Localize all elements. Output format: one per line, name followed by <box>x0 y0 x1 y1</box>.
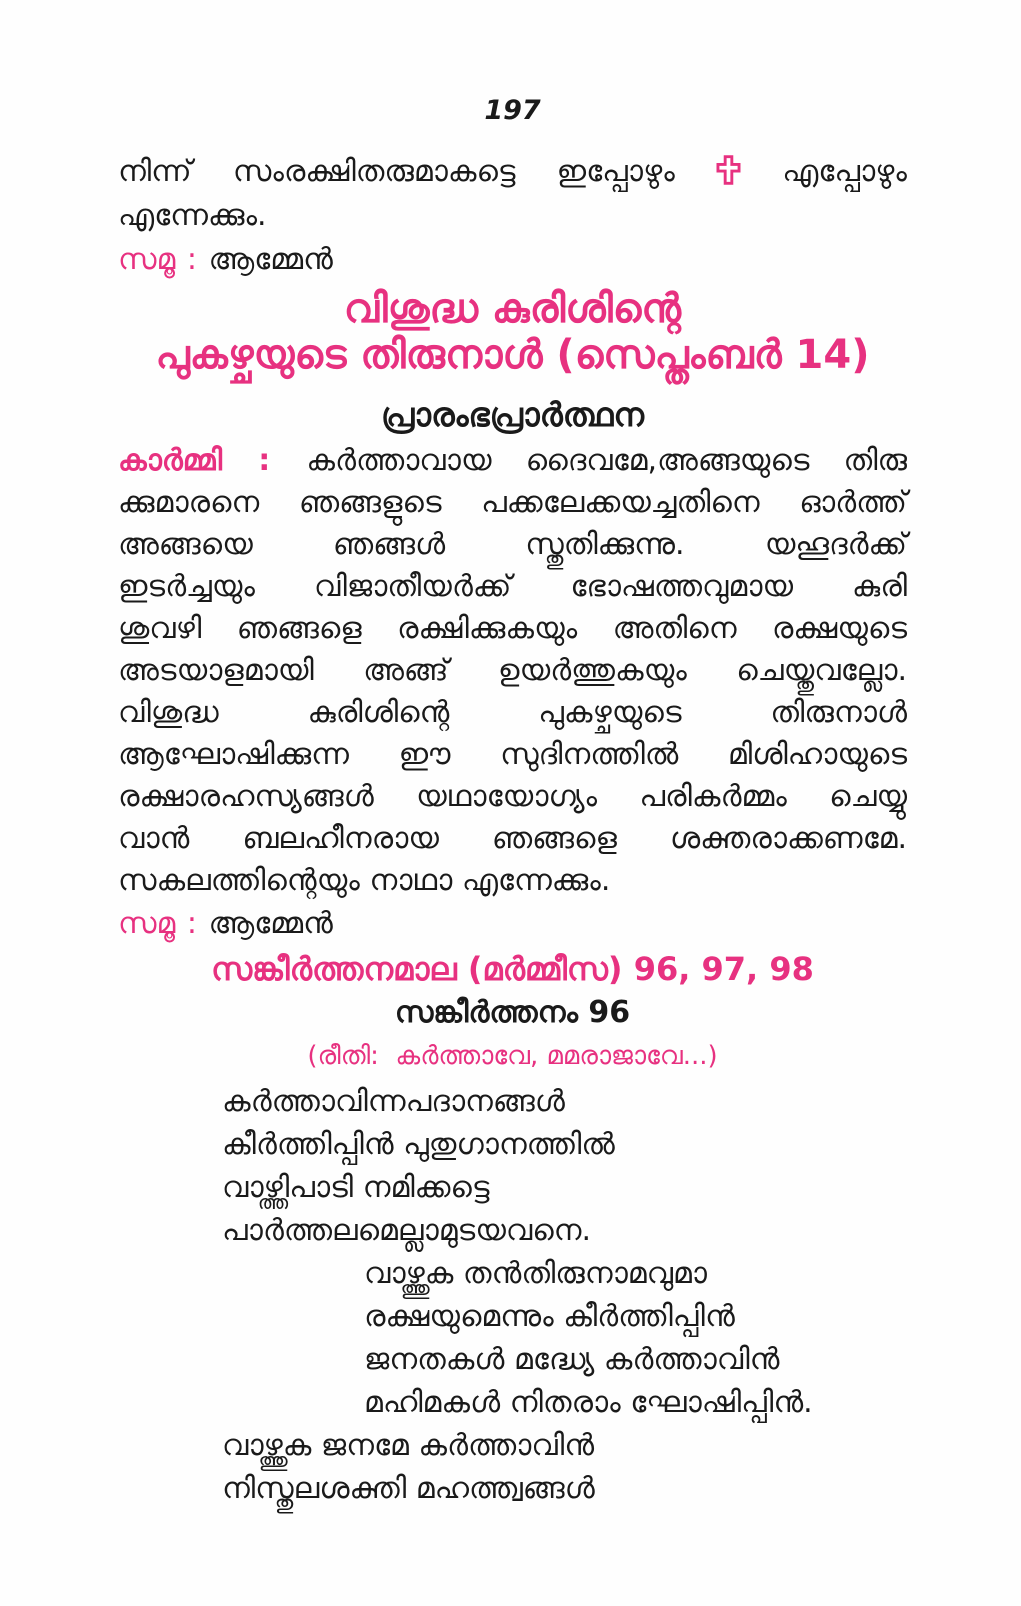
verse-line: പാർത്തലമെല്ലാമുടയവനെ. <box>222 1213 592 1248</box>
response-text: ആമ്മേൻ <box>208 906 333 941</box>
speaker-label: സമൂ <box>118 906 176 941</box>
page-number: 197 <box>484 95 541 126</box>
tune-indication: (രീതി: കർത്താവേ, മമരാജാവേ...) <box>307 1041 718 1071</box>
verse-line: രക്ഷയുമെന്നും കീർത്തിപ്പിൻ <box>364 1299 735 1334</box>
feast-title-line-1: വിശുദ്ധ കുരിശിന്റെ <box>343 286 682 332</box>
prayer-line-last: സകലത്തിന്റെയും നാഥാ എന്നേക്കും. <box>118 863 611 898</box>
prayer-line: വിശുദ്ധ കുരിശിന്റെ പുകഴ്ചയുടെ തിരുനാൾ <box>118 695 907 730</box>
response-text: ആമ്മേൻ <box>208 242 333 277</box>
prayer-line: ശുവഴി ഞങ്ങളെ രക്ഷിക്കുകയും അതിനെ രക്ഷയുടെ <box>118 611 907 646</box>
feast-title-line-2: പുകഴ്ചയുടെ തിരുനാൾ (സെപ്തംബർ 14) <box>155 332 870 378</box>
psalm-series-heading: സങ്കീർത്തനമാല (മർമ്മീസ) 96, 97, 98 <box>211 950 814 988</box>
speaker-separator: : <box>186 242 197 277</box>
feast-title <box>118 286 907 378</box>
prayer-line: രക്ഷാരഹസ്യങ്ങൾ യഥായോഗ്യം പരികർമ്മം ചെയ്യു <box>118 779 907 814</box>
stanza-2 <box>364 1252 907 1424</box>
verse-line: നിസ്തുലശക്തി മഹത്ത്വങ്ങൾ <box>222 1471 595 1506</box>
response-line <box>118 902 907 946</box>
speaker-label: കാർമ്മി <box>118 443 223 478</box>
verse-line: കർത്താവിന്നപദാനങ്ങൾ <box>222 1084 565 1119</box>
psalm-number-heading: സങ്കീർത്തനം 96 <box>394 995 631 1030</box>
response-line <box>118 238 907 282</box>
verse-line: കീർത്തിപ്പിൻ പുതുഗാനത്തിൽ <box>222 1127 615 1162</box>
verse-line: വാഴ്ത്തുക തൻതിരുനാമവുമാ <box>364 1256 707 1291</box>
opening-prayer <box>118 440 907 902</box>
continuation-line-2: എന്നേക്കും. <box>118 198 267 233</box>
stanza-1 <box>222 1080 907 1252</box>
prayer-text: കർത്താവായ ദൈവമേ,അങ്ങയുടെ തിരു <box>306 443 907 478</box>
prayer-line <box>118 440 907 482</box>
prayer-line: ആഘോഷിക്കുന്ന ഈ സുദിനത്തിൽ മിശിഹായുടെ <box>118 737 907 772</box>
continuation-line-1 <box>118 150 907 194</box>
verse-line: വാഴ്ത്തിപാടി നമിക്കട്ടെ <box>222 1170 490 1205</box>
psalm-verses <box>118 1080 907 1510</box>
continuation-text-after-cross: എപ്പോഴും <box>782 154 907 189</box>
speaker-label: സമൂ <box>118 242 176 277</box>
section-heading: പ്രാരംഭപ്രാർത്ഥന <box>381 395 644 434</box>
prayer-line: ക്കുമാരനെ ഞങ്ങളുടെ പക്കലേക്കയച്ചതിനെ ഓർത്ത് <box>118 485 907 520</box>
prayer-line: അടയാളമായി അങ്ങ് ഉയർത്തുകയും ചെയ്തുവല്ലോ. <box>118 653 907 688</box>
verse-line: മഹിമകൾ നിതരാം ഘോഷിപ്പിൻ. <box>364 1385 813 1420</box>
prayer-line: ഇടർച്ചയും വിജാതീയർക്ക് ഭോഷത്തവുമായ കുരി <box>118 569 907 604</box>
prayer-line: അങ്ങയെ ഞങ്ങൾ സ്തുതിക്കുന്നു. യഹൂദർക്ക് <box>118 527 907 562</box>
prayer-line: വാൻ ബലഹീനരായ ഞങ്ങളെ ശക്തരാക്കണമേ. <box>118 821 907 856</box>
cross-icon <box>716 155 741 185</box>
verse-line: വാഴ്ത്തുക ജനമേ കർത്താവിൻ <box>222 1428 595 1463</box>
stanza-3 <box>222 1424 907 1510</box>
speaker-separator: : <box>258 443 271 478</box>
speaker-separator: : <box>186 906 197 941</box>
verse-line: ജനതകൾ മദ്ധ്യേ കർത്താവിൻ <box>364 1342 780 1377</box>
continuation-text-before-cross: നിന്ന് സംരക്ഷിതരുമാകട്ടെ ഇപ്പോഴും <box>118 154 675 189</box>
